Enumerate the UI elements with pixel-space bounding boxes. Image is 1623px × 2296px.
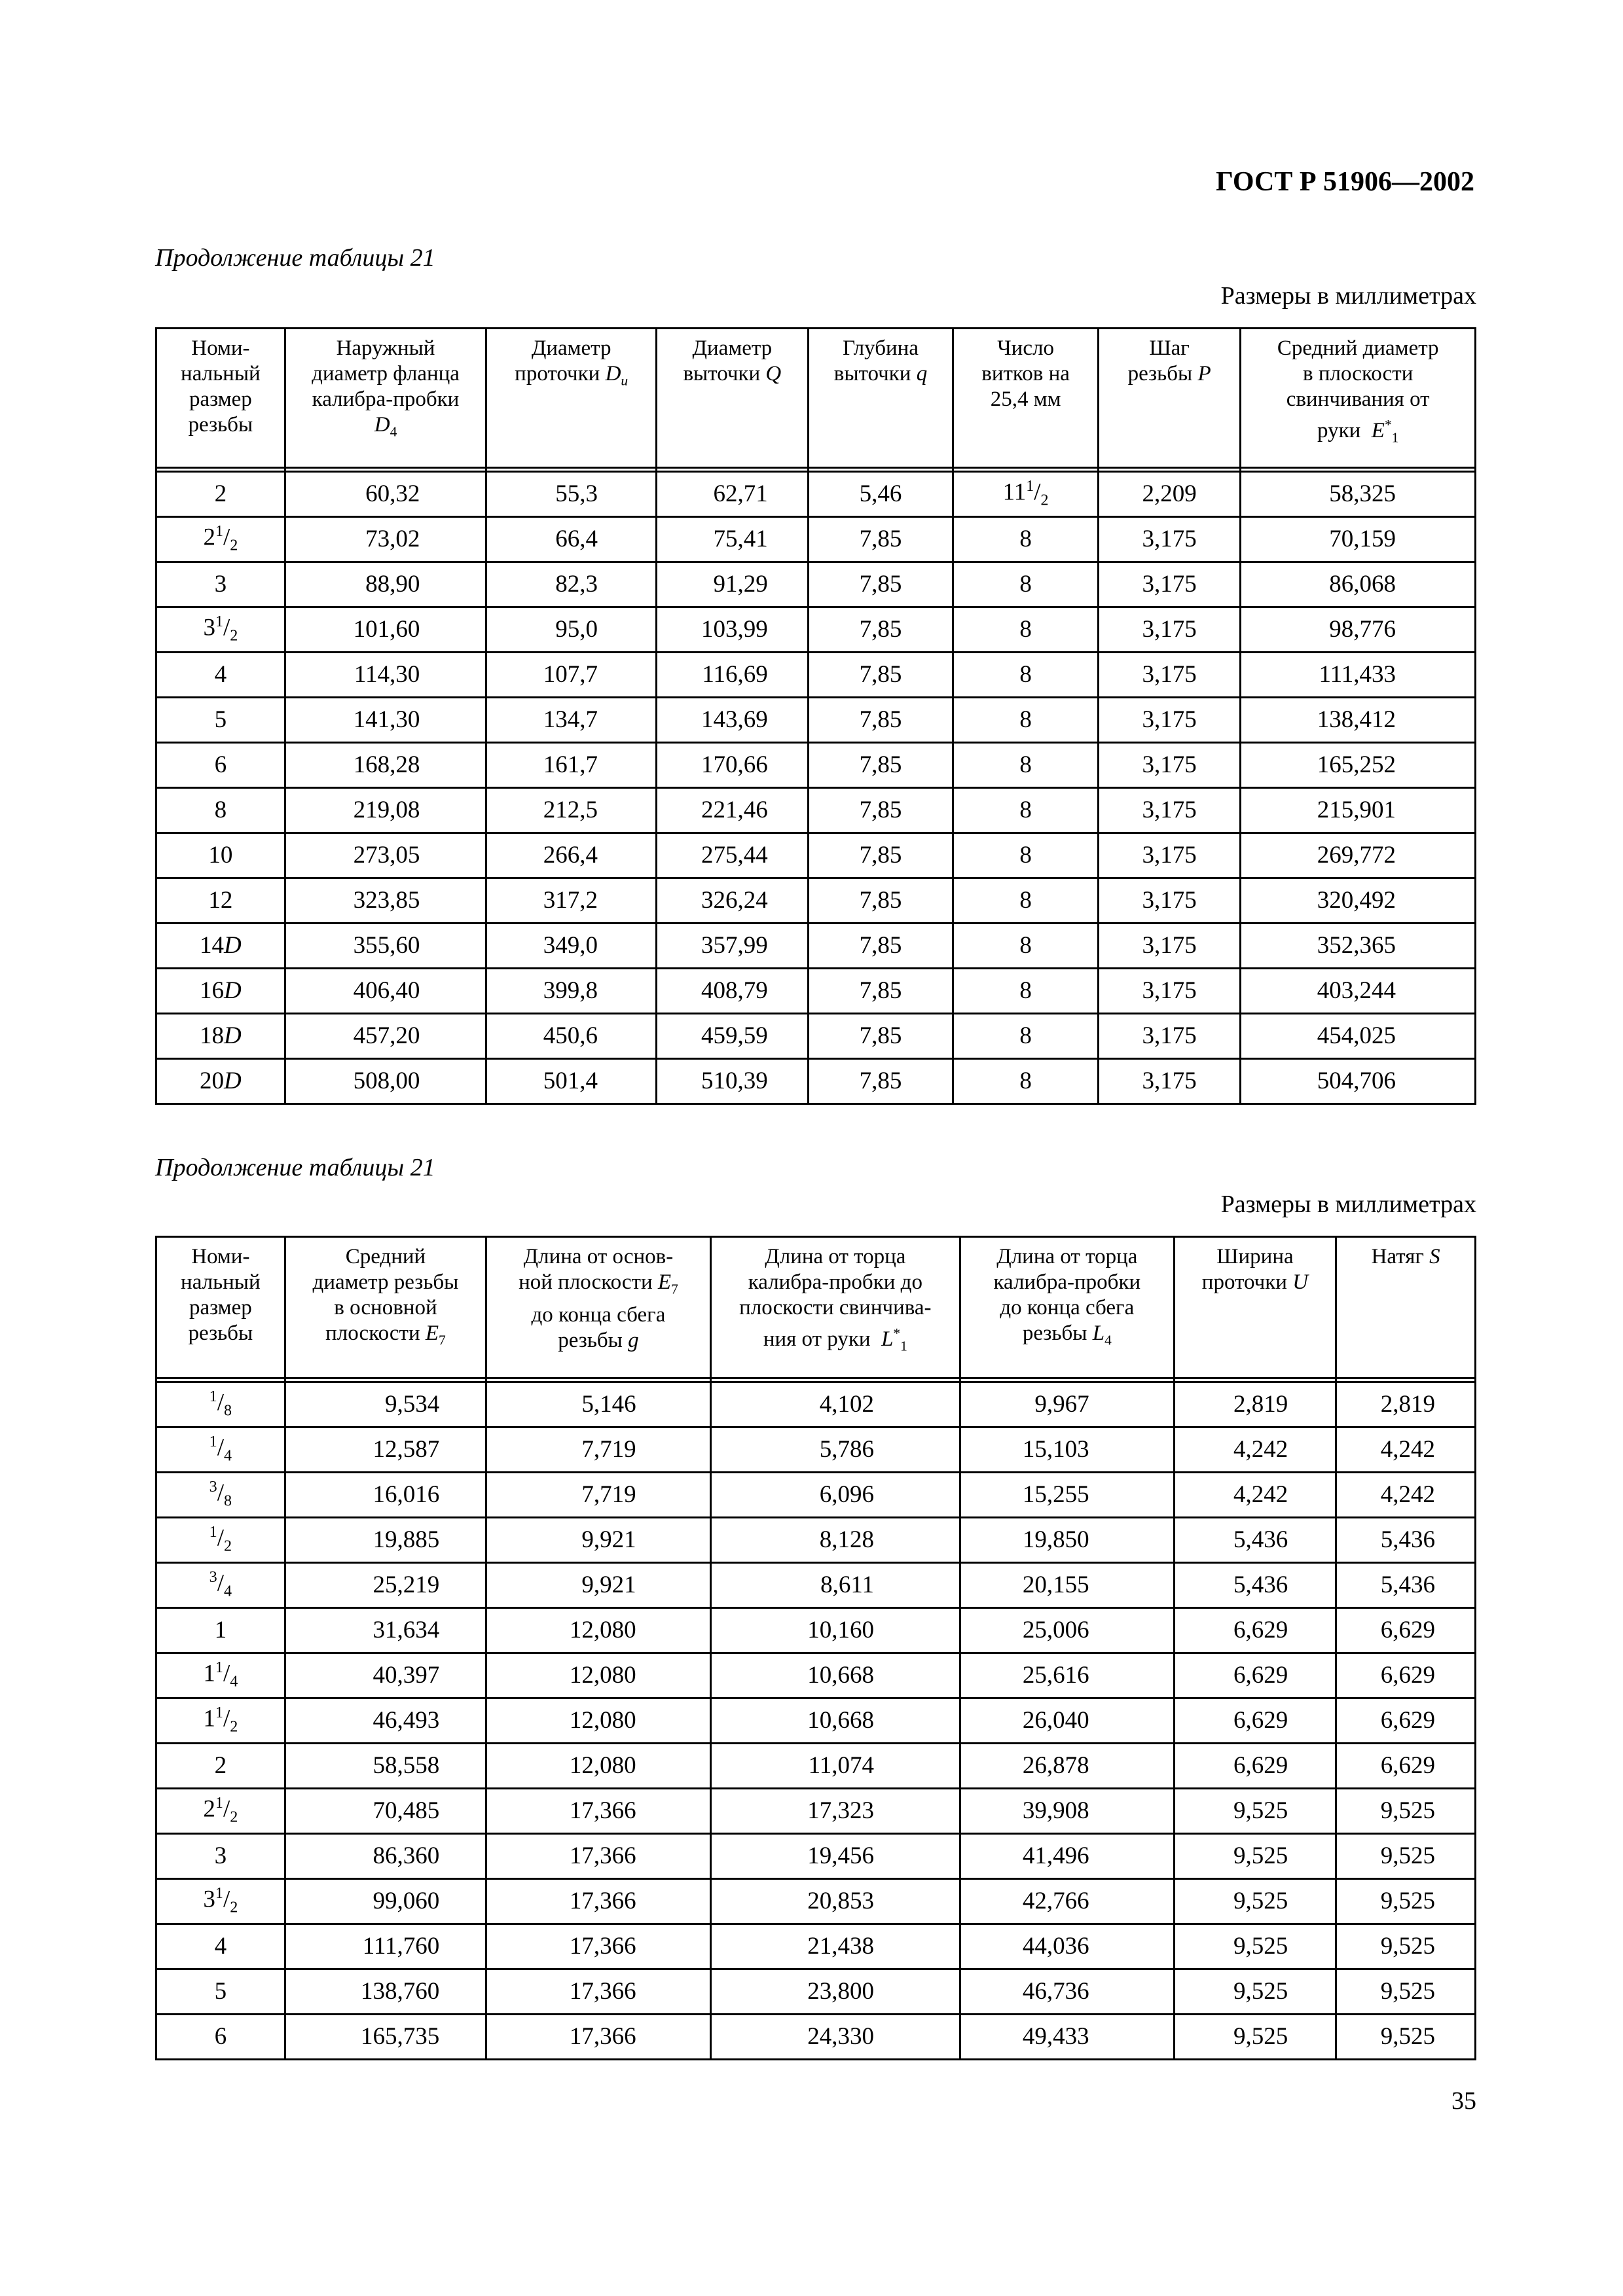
t2-cell: 6,629 (1336, 1653, 1476, 1698)
t2-cell: 21,438 (710, 1924, 960, 1969)
t2-cell: 40,397 (285, 1653, 486, 1698)
t2-cell: 46,493 (285, 1698, 486, 1743)
t1-cell: 8 (953, 968, 1099, 1013)
t1-cell: 3,175 (1098, 652, 1241, 697)
t2-cell: 20,853 (710, 1878, 960, 1924)
t1-cell: 2,209 (1098, 471, 1241, 516)
t1-cell: 5,46 (808, 471, 953, 516)
t2-row (156, 1833, 1476, 1878)
t2-cell: 26,040 (960, 1698, 1175, 1743)
t1-cell: 408,79 (656, 968, 808, 1013)
t2-cell: 11,074 (710, 1743, 960, 1788)
t1-cell: 8 (953, 833, 1099, 878)
t2-cell: 25,616 (960, 1653, 1175, 1698)
t1-col-recess-diameter: Диаметр выточки Q (656, 329, 808, 463)
t2-cell: 111,760 (285, 1924, 486, 1969)
t2-cell: 8,128 (710, 1517, 960, 1562)
t1-row (156, 742, 1476, 787)
t1-row (156, 607, 1476, 652)
t2-cell: 10,668 (710, 1698, 960, 1743)
page-number: 35 (1451, 2087, 1476, 2115)
t1-cell: 3,175 (1098, 833, 1241, 878)
t2-row (156, 1472, 1476, 1517)
t1-row (156, 652, 1476, 697)
t1-cell: 134,7 (486, 697, 657, 742)
t1-cell: 510,39 (656, 1058, 808, 1103)
t1-cell: 82,3 (486, 562, 657, 607)
t1-cell: 8 (953, 787, 1099, 833)
t1-cell: 8 (953, 607, 1099, 652)
t2-row (156, 1653, 1476, 1698)
t2-cell: 42,766 (960, 1878, 1175, 1924)
t2-cell: 165,735 (285, 2014, 486, 2059)
t2-row (156, 1743, 1476, 1788)
document-standard-number: ГОСТ Р 51906—2002 (1216, 167, 1474, 197)
t1-cell: 215,901 (1241, 787, 1476, 833)
t2-cell: 12,080 (486, 1698, 710, 1743)
t2-cell: $1^1/_2$ (156, 1698, 285, 1743)
t1-cell: 7,85 (808, 1013, 953, 1058)
t2-cell: 20,155 (960, 1562, 1175, 1607)
t1-cell: 141,30 (285, 697, 486, 742)
t1-cell: 8 (953, 697, 1099, 742)
t2-cell: 24,330 (710, 2014, 960, 2059)
t1-cell: 143,69 (656, 697, 808, 742)
t2-cell: 9,525 (1336, 1878, 1476, 1924)
t1-cell: 317,2 (486, 878, 657, 923)
t1-cell: 60,32 (285, 471, 486, 516)
t2-cell: 1 (156, 1607, 285, 1653)
t2-cell: 39,908 (960, 1788, 1175, 1833)
t2-row (156, 1427, 1476, 1472)
t2-cell: 12,587 (285, 1427, 486, 1472)
t1-cell: 7,85 (808, 787, 953, 833)
t1-cell: 3 (156, 562, 285, 607)
t2-cell: 5,146 (486, 1382, 710, 1427)
t2-cell: 9,534 (285, 1382, 486, 1427)
t2-cell: 7,719 (486, 1472, 710, 1517)
t2-cell: 17,366 (486, 2014, 710, 2059)
t1-cell: 165,252 (1241, 742, 1476, 787)
t1-col-pitch: Шаг резьбы P (1098, 329, 1241, 463)
t2-cell: 70,485 (285, 1788, 486, 1833)
t1-cell: 7,85 (808, 742, 953, 787)
t2-cell: 9,525 (1336, 1924, 1476, 1969)
t2-cell: 9,525 (1336, 2014, 1476, 2059)
t2-cell: 26,878 (960, 1743, 1175, 1788)
t1-row (156, 516, 1476, 562)
t2-cell: 12,080 (486, 1607, 710, 1653)
t1-col-flange-diameter: Наружный диаметр фланца калибра-пробки $D_4$ (285, 329, 486, 463)
t1-row (156, 878, 1476, 923)
t1-cell: 88,90 (285, 562, 486, 607)
t2-cell: 44,036 (960, 1924, 1175, 1969)
t1-cell: 3,175 (1098, 1013, 1241, 1058)
t1-cell: 62,71 (656, 471, 808, 516)
t1-row (156, 471, 1476, 516)
t2-cell: 17,323 (710, 1788, 960, 1833)
t1-cell: 18D (156, 1013, 285, 1058)
t2-col-groove-width: Ширина проточки U (1174, 1237, 1336, 1373)
t1-cell: 16D (156, 968, 285, 1013)
t1-cell: 7,85 (808, 878, 953, 923)
t2-col-pitch-diameter-basic: Средний диаметр резьбы в основной плоскости $E_7$ (285, 1237, 486, 1373)
t2-row (156, 1382, 1476, 1427)
t2-cell: 2,819 (1174, 1382, 1336, 1427)
t2-cell: 9,525 (1174, 1788, 1336, 1833)
t1-cell: 55,3 (486, 471, 657, 516)
t2-col-length-basic-plane: Длина от основ- ной плоскости $E_7$ до конца сбега резьбы g (486, 1237, 710, 1373)
t2-cell: 4,242 (1336, 1472, 1476, 1517)
t1-cell: 58,325 (1241, 471, 1476, 516)
t2-cell: 2 (156, 1743, 285, 1788)
t1-cell: 6 (156, 742, 285, 787)
t1-cell: 320,492 (1241, 878, 1476, 923)
t2-cell: $^3/_4$ (156, 1562, 285, 1607)
t1-cell: 459,59 (656, 1013, 808, 1058)
t2-cell: 86,360 (285, 1833, 486, 1878)
t2-cell: 4,102 (710, 1382, 960, 1427)
t1-cell: 8 (953, 652, 1099, 697)
t1-cell: 7,85 (808, 652, 953, 697)
t2-cell: 17,366 (486, 1878, 710, 1924)
t2-cell: 6,629 (1174, 1743, 1336, 1788)
t1-row (156, 1058, 1476, 1103)
t1-cell: 275,44 (656, 833, 808, 878)
t2-cell: $^3/_8$ (156, 1472, 285, 1517)
t2-cell: 25,006 (960, 1607, 1175, 1653)
t1-cell: 7,85 (808, 562, 953, 607)
t1-cell: 10 (156, 833, 285, 878)
t2-cell: 49,433 (960, 2014, 1175, 2059)
t1-cell: 3,175 (1098, 562, 1241, 607)
t2-cell: 9,525 (1336, 1969, 1476, 2014)
t1-row (156, 968, 1476, 1013)
t1-cell: 8 (953, 562, 1099, 607)
t1-cell: 4 (156, 652, 285, 697)
table2 (155, 1236, 1476, 2060)
t2-cell: 2,819 (1336, 1382, 1476, 1427)
t1-cell: 103,99 (656, 607, 808, 652)
t2-col-size: Номи- нальный размер резьбы (156, 1237, 285, 1373)
t2-cell: 99,060 (285, 1878, 486, 1924)
t2-cell: 6,629 (1174, 1607, 1336, 1653)
t2-cell: 12,080 (486, 1653, 710, 1698)
t2-cell: 4,242 (1174, 1427, 1336, 1472)
t2-cell: 9,967 (960, 1382, 1175, 1427)
t1-col-pitch-diameter: Средний диаметр в плоскости свинчивания от руки $E^*_1$ (1241, 329, 1476, 463)
t1-row (156, 697, 1476, 742)
t2-cell: 5,786 (710, 1427, 960, 1472)
t1-cell: 2 (156, 471, 285, 516)
t2-row (156, 1698, 1476, 1743)
t2-col-length-handtight: Длина от торца калибра-пробки до плоскости свинчива- ния от руки $L^*_1$ (710, 1237, 960, 1373)
t1-cell: 8 (953, 516, 1099, 562)
t2-cell: 15,103 (960, 1427, 1175, 1472)
t2-cell: 12,080 (486, 1743, 710, 1788)
t2-row (156, 1969, 1476, 2014)
t2-cell: 7,719 (486, 1427, 710, 1472)
t2-row (156, 1607, 1476, 1653)
t2-cell: 9,525 (1174, 2014, 1336, 2059)
t2-cell: 17,366 (486, 1969, 710, 2014)
t1-cell: 501,4 (486, 1058, 657, 1103)
t1-cell: 3,175 (1098, 968, 1241, 1013)
t2-cell: 5,436 (1336, 1562, 1476, 1607)
t1-cell: 3,175 (1098, 787, 1241, 833)
t1-cell: 3,175 (1098, 1058, 1241, 1103)
t1-cell: 107,7 (486, 652, 657, 697)
t1-cell: 7,85 (808, 1058, 953, 1103)
t2-cell: 58,558 (285, 1743, 486, 1788)
t1-cell: 8 (953, 1013, 1099, 1058)
t2-cell: 9,525 (1174, 1924, 1336, 1969)
t1-cell: 8 (953, 923, 1099, 968)
t1-cell: 7,85 (808, 923, 953, 968)
t2-cell: 19,850 (960, 1517, 1175, 1562)
t1-cell: 454,025 (1241, 1013, 1476, 1058)
t2-cell: 5,436 (1336, 1517, 1476, 1562)
t1-row (156, 923, 1476, 968)
t1-cell: 7,85 (808, 516, 953, 562)
t2-cell: 17,366 (486, 1833, 710, 1878)
t1-cell: 66,4 (486, 516, 657, 562)
t2-row (156, 1878, 1476, 1924)
t1-col-recess-depth: Глубина выточки q (808, 329, 953, 463)
t1-cell: 326,24 (656, 878, 808, 923)
table1 (155, 327, 1476, 1105)
t1-cell: 504,706 (1241, 1058, 1476, 1103)
t2-cell: 19,456 (710, 1833, 960, 1878)
t2-cell: 4,242 (1336, 1427, 1476, 1472)
t1-cell: 91,29 (656, 562, 808, 607)
t1-cell: 273,05 (285, 833, 486, 878)
t1-cell: 138,412 (1241, 697, 1476, 742)
table1-caption: Продолжение таблицы 21 (155, 244, 435, 272)
t1-row (156, 833, 1476, 878)
t1-cell: 14D (156, 923, 285, 968)
t1-cell: 212,5 (486, 787, 657, 833)
t2-cell: 31,634 (285, 1607, 486, 1653)
t1-cell: 73,02 (285, 516, 486, 562)
t1-cell: 170,66 (656, 742, 808, 787)
t1-cell: 7,85 (808, 968, 953, 1013)
t1-cell: $2^1/_2$ (156, 516, 285, 562)
t1-cell: 450,6 (486, 1013, 657, 1058)
t2-cell: 6,629 (1336, 1607, 1476, 1653)
t2-cell: 10,160 (710, 1607, 960, 1653)
t2-cell: 8,611 (710, 1562, 960, 1607)
t1-cell: 266,4 (486, 833, 657, 878)
t1-cell: 95,0 (486, 607, 657, 652)
t2-cell: 6 (156, 2014, 285, 2059)
t1-cell: 20D (156, 1058, 285, 1103)
t2-cell: $1^1/_4$ (156, 1653, 285, 1698)
t2-row (156, 1562, 1476, 1607)
t1-cell: 116,69 (656, 652, 808, 697)
t1-cell: 3,175 (1098, 742, 1241, 787)
t2-cell: 5,436 (1174, 1562, 1336, 1607)
t2-cell: $^1/_4$ (156, 1427, 285, 1472)
t1-cell: 406,40 (285, 968, 486, 1013)
t2-cell: $^1/_2$ (156, 1517, 285, 1562)
t1-cell: 7,85 (808, 607, 953, 652)
t2-cell: 9,525 (1336, 1788, 1476, 1833)
t2-row (156, 1788, 1476, 1833)
t2-cell: 25,219 (285, 1562, 486, 1607)
t1-cell: 508,00 (285, 1058, 486, 1103)
t1-cell: 219,08 (285, 787, 486, 833)
t2-cell: 4,242 (1174, 1472, 1336, 1517)
t2-cell: 15,255 (960, 1472, 1175, 1517)
t2-col-interference: Натяг S (1336, 1237, 1476, 1373)
t1-cell: 8 (156, 787, 285, 833)
t2-row (156, 1924, 1476, 1969)
t2-cell: $3^1/_2$ (156, 1878, 285, 1924)
t2-cell: 5 (156, 1969, 285, 2014)
t2-cell: 19,885 (285, 1517, 486, 1562)
t2-cell: 9,921 (486, 1517, 710, 1562)
t1-cell: 355,60 (285, 923, 486, 968)
table2-caption: Продолжение таблицы 21 (155, 1154, 435, 1181)
t2-cell: 6,629 (1174, 1698, 1336, 1743)
t2-cell: 41,496 (960, 1833, 1175, 1878)
t1-cell: $3^1/_2$ (156, 607, 285, 652)
t1-cell: 323,85 (285, 878, 486, 923)
table2-units: Размеры в миллиметрах (1220, 1191, 1476, 1218)
t1-cell: 8 (953, 878, 1099, 923)
t2-cell: 9,525 (1174, 1969, 1336, 2014)
t2-cell: 17,366 (486, 1924, 710, 1969)
t2-cell: 5,436 (1174, 1517, 1336, 1562)
t1-cell: 114,30 (285, 652, 486, 697)
t1-cell: 7,85 (808, 697, 953, 742)
t1-cell: 357,99 (656, 923, 808, 968)
t2-cell: 9,921 (486, 1562, 710, 1607)
t1-cell: 70,159 (1241, 516, 1476, 562)
t1-cell: 399,8 (486, 968, 657, 1013)
t2-cell: $2^1/_2$ (156, 1788, 285, 1833)
t2-cell: 46,736 (960, 1969, 1175, 2014)
t1-cell: 3,175 (1098, 697, 1241, 742)
t1-cell: 161,7 (486, 742, 657, 787)
table1-units: Размеры в миллиметрах (1220, 282, 1476, 310)
t2-cell: 6,629 (1336, 1743, 1476, 1788)
t1-cell: 168,28 (285, 742, 486, 787)
t2-cell: $^1/_8$ (156, 1382, 285, 1427)
t2-cell: 9,525 (1174, 1878, 1336, 1924)
t1-cell: 8 (953, 742, 1099, 787)
t1-row (156, 1013, 1476, 1058)
t1-col-size: Номи- нальный размер резьбы (156, 329, 285, 463)
t1-cell: 352,365 (1241, 923, 1476, 968)
t2-cell: 6,629 (1336, 1698, 1476, 1743)
t1-cell: 221,46 (656, 787, 808, 833)
t1-cell: 3,175 (1098, 878, 1241, 923)
t2-cell: 6,096 (710, 1472, 960, 1517)
t2-row (156, 2014, 1476, 2059)
t1-row (156, 787, 1476, 833)
t1-cell: $11^1/_2$ (953, 471, 1099, 516)
t1-cell: 8 (953, 1058, 1099, 1103)
t1-cell: 457,20 (285, 1013, 486, 1058)
t2-row (156, 1517, 1476, 1562)
t2-cell: 138,760 (285, 1969, 486, 2014)
t2-cell: 10,668 (710, 1653, 960, 1698)
t2-cell: 3 (156, 1833, 285, 1878)
t1-cell: 7,85 (808, 833, 953, 878)
t1-cell: 3,175 (1098, 516, 1241, 562)
t2-col-length-runout: Длина от торца калибра-пробки до конца сбега резьбы $L_4$ (960, 1237, 1175, 1373)
t2-cell: 9,525 (1174, 1833, 1336, 1878)
t1-row (156, 562, 1476, 607)
t1-cell: 3,175 (1098, 923, 1241, 968)
t1-cell: 86,068 (1241, 562, 1476, 607)
t2-cell: 17,366 (486, 1788, 710, 1833)
t1-cell: 3,175 (1098, 607, 1241, 652)
t1-col-threads-count: Число витков на 25,4 мм (953, 329, 1099, 463)
t1-cell: 349,0 (486, 923, 657, 968)
t1-cell: 98,776 (1241, 607, 1476, 652)
t2-cell: 6,629 (1174, 1653, 1336, 1698)
t1-cell: 75,41 (656, 516, 808, 562)
t2-cell: 9,525 (1336, 1833, 1476, 1878)
t1-cell: 101,60 (285, 607, 486, 652)
t1-cell: 269,772 (1241, 833, 1476, 878)
t1-col-groove-diameter: Диаметр проточки $D_u$ (486, 329, 657, 463)
t1-cell: 111,433 (1241, 652, 1476, 697)
t2-cell: 4 (156, 1924, 285, 1969)
t2-cell: 23,800 (710, 1969, 960, 2014)
t1-cell: 403,244 (1241, 968, 1476, 1013)
t2-cell: 16,016 (285, 1472, 486, 1517)
t1-cell: 12 (156, 878, 285, 923)
t1-cell: 5 (156, 697, 285, 742)
